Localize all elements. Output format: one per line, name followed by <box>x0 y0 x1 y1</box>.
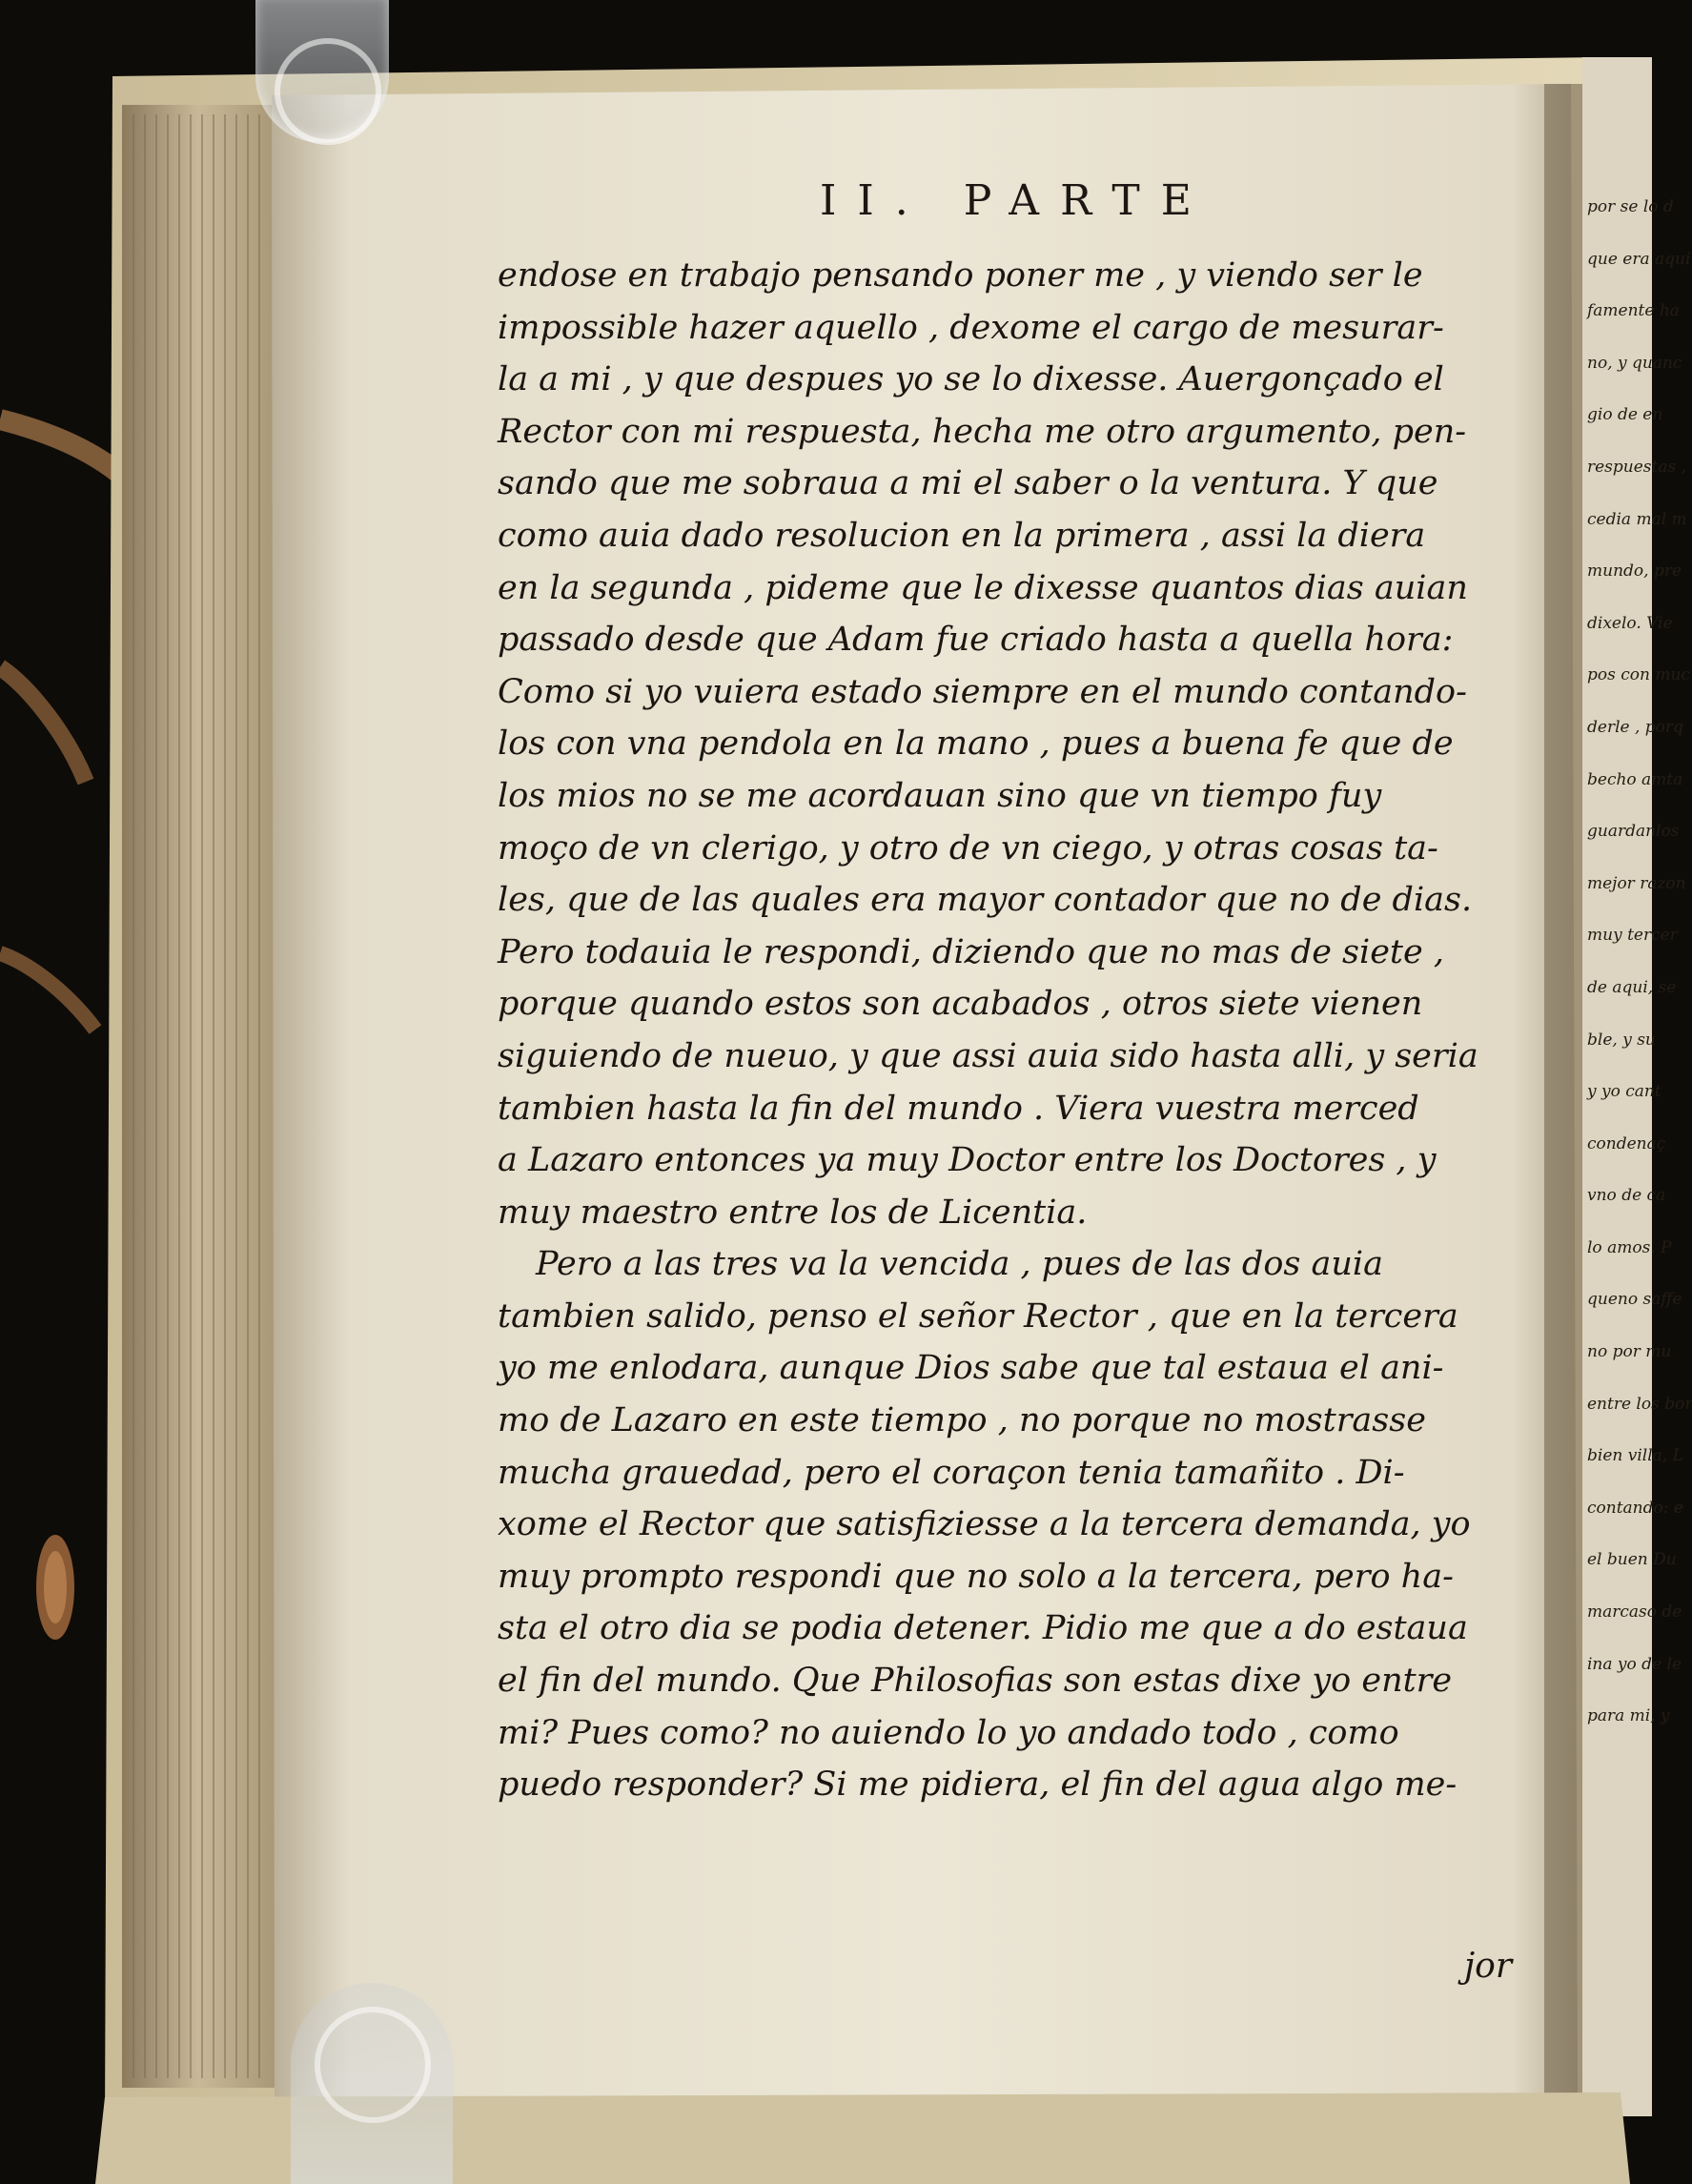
facing-line: lo amos. P <box>1587 1237 1672 1257</box>
text-line: muy prompto respondi que no solo a la tercera, pero ha- <box>498 1557 1454 1596</box>
catchword: jor <box>1464 1947 1513 1986</box>
text-line: Como si yo vuiera estado siempre en el mundo contando- <box>498 672 1467 711</box>
facing-line: el buen Du <box>1587 1550 1677 1570</box>
text-line: xome el Rector que satisfiziesse a la tercera demanda, yo <box>498 1505 1471 1544</box>
text-line: muy maestro entre los de Licentia. <box>498 1193 1088 1232</box>
facing-line: marcaso de <box>1587 1602 1682 1623</box>
facing-line: condenaç <box>1587 1133 1666 1153</box>
text-line: puedo responder? Si me pidiera, el fin del agua algo me- <box>498 1766 1458 1805</box>
facing-line: que era aqui <box>1587 249 1691 269</box>
page-clip-top <box>255 0 389 143</box>
text-line: sta el otro dia se podia detener. Pidio me que a do estaua <box>498 1609 1468 1648</box>
text-line: los con vna pendola en la mano , pues a buena fe que de <box>498 725 1454 764</box>
facing-line: ble, y su <box>1587 1030 1656 1050</box>
facing-line: becho amta <box>1587 769 1683 789</box>
text-line: a Lazaro entonces ya muy Doctor entre los Doctores , y <box>498 1141 1437 1180</box>
text-line: en la segunda , pideme que le dixesse quantos dias auian <box>498 568 1468 607</box>
facing-line: cedia mal m <box>1587 509 1687 529</box>
text-line: la a mi , y que despues yo se lo dixesse. Auergonçado el <box>498 360 1444 399</box>
text-line: sando que me sobraua a mi el saber o la ventura. Y que <box>498 464 1438 503</box>
text-line: el fin del mundo. Que Philosofias son estas dixe yo entre <box>498 1662 1453 1701</box>
facing-line: ina yo de le <box>1587 1654 1682 1674</box>
text-line: passado desde que Adam fue criado hasta a quella hora: <box>498 621 1454 660</box>
facing-line: gio de en <box>1587 405 1663 425</box>
facing-line: contando: e <box>1587 1498 1683 1518</box>
facing-line: mejor razon <box>1587 873 1686 893</box>
facing-line: guardanlos <box>1587 822 1680 842</box>
facing-line: para mi, y <box>1587 1706 1670 1726</box>
text-line: impossible hazer aquello , dexome el cargo de mesurar- <box>498 308 1444 347</box>
facing-line: dixelo. Vie <box>1587 613 1673 633</box>
text-line: como auia dado resolucion en la primera , assi la diera <box>498 516 1426 555</box>
facing-line: respuestas , <box>1587 457 1687 477</box>
facing-line: vno de ca <box>1587 1186 1666 1206</box>
paragraph-start-line: Pero a las tres va la vencida , pues de las dos auia <box>536 1245 1383 1284</box>
facing-line: bien villa, L <box>1587 1446 1683 1466</box>
facing-line: muy tercer <box>1587 926 1678 946</box>
facing-line: derle , porq <box>1587 717 1683 737</box>
text-line: yo me enlodara, aunque Dios sabe que tal estaua el ani- <box>498 1349 1444 1388</box>
page-text-block <box>498 250 1565 1811</box>
text-line: Pero todauia le respondi, diziendo que no mas de siete , <box>498 932 1444 971</box>
facing-line: queno saffe <box>1587 1290 1682 1310</box>
text-line: siguiendo de nueuo, y que assi auia sido hasta alli, y seria <box>498 1036 1478 1075</box>
text-line: mo de Lazaro en este tiempo , no porque no mostrasse <box>498 1401 1426 1440</box>
facing-line: entre los bor <box>1587 1394 1692 1414</box>
text-line: Rector con mi respuesta, hecha me otro argumento, pen- <box>498 412 1467 451</box>
text-line: mi? Pues como? no auiendo lo yo andado todo , como <box>498 1713 1399 1752</box>
text-line: les, que de las quales era mayor contador que no de dias. <box>498 881 1473 920</box>
text-line: mucha grauedad, pero el coraçon tenia tamañito . Di- <box>498 1453 1405 1492</box>
facing-line: mundo, pre <box>1587 561 1682 582</box>
text-line: tambien hasta la fin del mundo . Viera vuestra merced <box>498 1089 1419 1128</box>
facing-line: no, y quanc <box>1587 353 1682 373</box>
facing-line: y yo cant <box>1587 1082 1661 1102</box>
facing-line: no por mu <box>1587 1342 1672 1362</box>
text-line: tambien salido, penso el señor Rector , que en la tercera <box>498 1296 1458 1336</box>
text-line: porque quando estos son acabados , otros siete vienen <box>498 985 1423 1024</box>
running-head: II. PARTE <box>820 176 1213 225</box>
facing-page-fragment <box>1587 181 1692 1897</box>
text-line: endose en trabajo pensando poner me , y viendo ser le <box>498 256 1423 295</box>
facing-line: famente ha <box>1587 301 1680 321</box>
text-line: los mios no se me acordauan sino que vn tiempo fuy <box>498 776 1382 815</box>
facing-line: pos con muc <box>1587 665 1690 685</box>
page-clip-bottom <box>291 1983 453 2184</box>
facing-line: de aqui, se <box>1587 977 1677 997</box>
facing-line: por se lo d <box>1587 197 1674 216</box>
text-line: moço de vn clerigo, y otro de vn ciego, y otras cosas ta- <box>498 828 1438 867</box>
